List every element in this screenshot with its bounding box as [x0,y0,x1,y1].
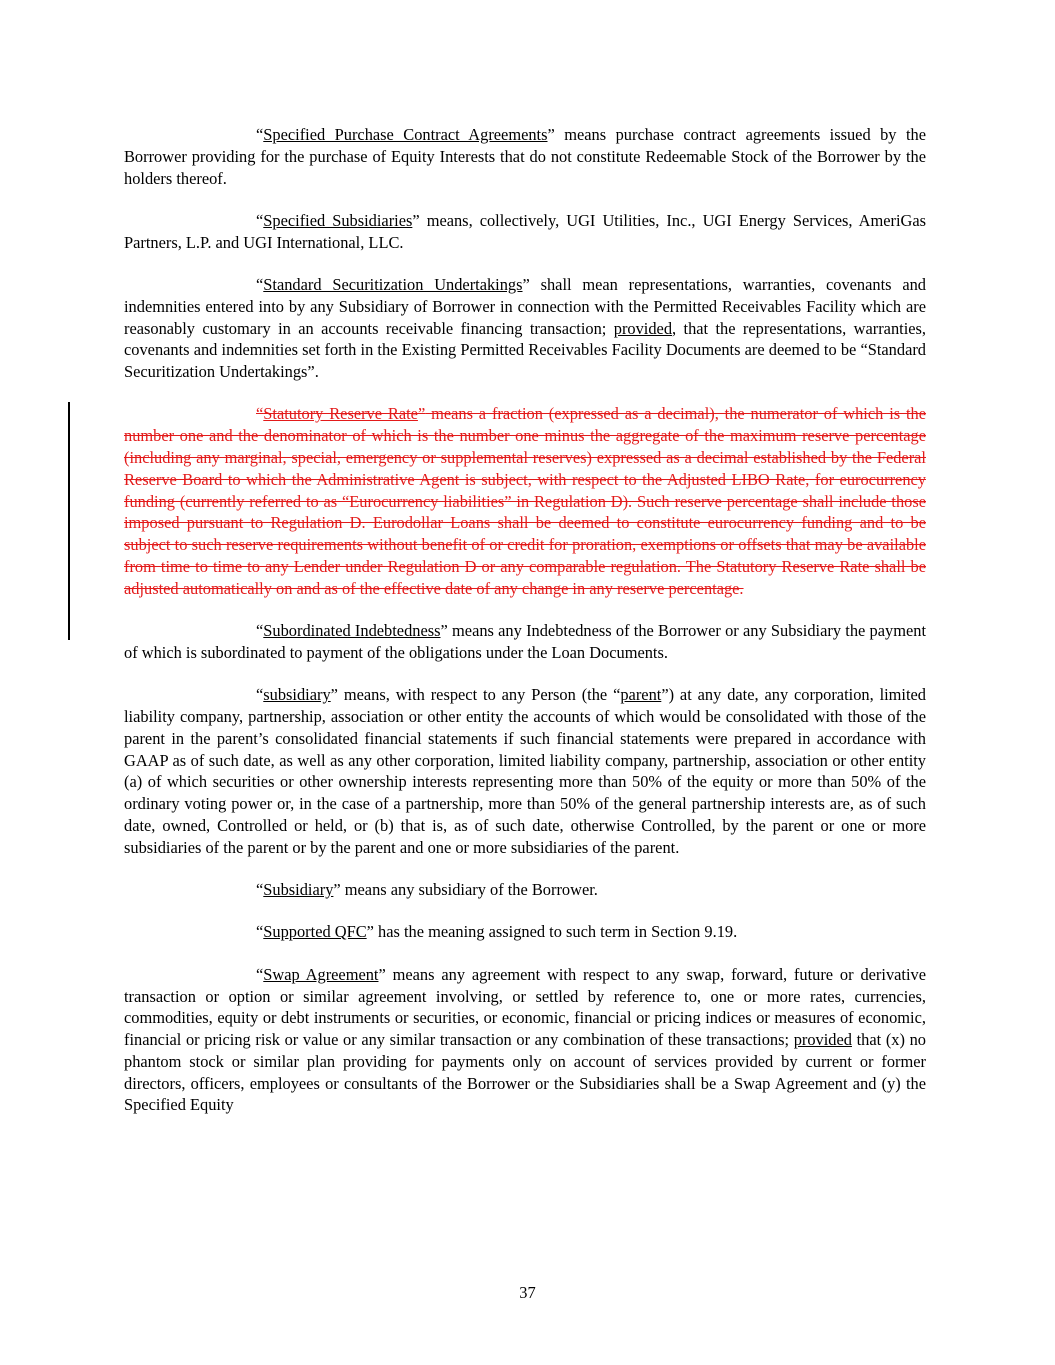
defined-term: Standard Securitization Undertakings [263,274,523,294]
defined-term: Supported QFC [263,922,367,942]
defined-term: Subsidiary [263,880,334,900]
defined-term: Statutory Reserve Rate [263,404,418,424]
definition-supported-qfc: “Supported QFC” has the meaning assigned to such term in Section 9.19. [256,922,738,942]
document-page [124,124,926,1137]
defined-term: Specified Purchase Contract Agreements [263,125,548,144]
definition-subsidiary-lowercase: “subsidiary” means, with respect to any Person (the “parent”) at any date, any corporation, limited liability company, partnership, association or other entity the accounts of which would be consolidated with those of the parent in the parent’s consolidated financial statements if such financial statements were prepared in accordance with GAAP as of such date, as well as any other corporation, limited liability company, partnership, association or other entity (a) of which securities or other ownership interests representing more than 50% of the equity or more than 50% of the ordinary voting power or, in the case of a partnership, more than 50% of the general partnership interests are, as of such date, owned, Controlled or held, or (b) that is, as of such date, otherwise Controlled, by the parent or one or more subsidiaries of the parent or by the parent and one or more subsidiaries of the parent. [124,685,926,857]
provided-term: provided [793,1030,852,1050]
definition-swap-agreement: “Swap Agreement” means any agreement with respect to any swap, forward, future or derivative transaction or option or similar agreement involving, or settled by reference to, one or more rates, currencies, commodities, equity or debt instruments or securities, or economic, financial or pricing indices or measures of economic, financial or pricing risk or value or any similar transaction or any combination of these transactions; provided that (x) no phantom stock or similar plan providing for payments only on account of services provided by current or former directors, officers, employees or consultants of the Borrower or the Subsidiaries shall be a Swap Agreement and (y) the Specified Equity [124,964,926,1115]
defined-term: Swap Agreement [263,964,379,984]
defined-term: Subordinated Indebtedness [263,621,441,641]
parent-term: parent [620,685,662,705]
provided-term: provided [613,318,673,338]
defined-term: subsidiary [263,685,331,705]
page-number: 37 [519,1283,536,1302]
definition-standard-securitization-undertakings: “Standard Securitization Undertakings” shall mean representations, warranties, covenants and indemnities entered into by any Subsidiary of Borrower in connection with the Permitted Receivables Facility which are reasonably customary in an accounts receivable financing transaction; provided, that the representations, warranties, covenants and indemnities set forth in the Existing Permitted Receivables Facility Documents are deemed to be “Standard Securitization Undertakings”. [124,274,926,382]
definition-statutory-reserve-rate-deleted: “Statutory Reserve Rate” means a fraction (expressed as a decimal), the numerator of which is the number one and the denominator of which is the number one minus the aggregate of the maximum reserve percentage (including any marginal, special, emergency or supplemental reserves) expressed as a decimal established by the Federal Reserve Board to which the Administrative Agent is subject, with respect to the Adjusted LIBO Rate, for eurocurrency funding (currently referred to as “Eurocurrency liabilities” in Regulation D). Such reserve percentage shall include those imposed pursuant to Regulation D. Eurodollar Loans shall be deemed to constitute eurocurrency funding and to be subject to such reserve requirements without benefit of or credit for proration, exemptions or offsets that may be available from time to time to any Lender under Regulation D or any comparable regulation. The Statutory Reserve Rate shall be adjusted automatically on and as of the effective date of any change in any reserve percentage. [124,404,927,598]
definition-specified-subsidiaries: “Specified Subsidiaries” means, collectively, UGI Utilities, Inc., UGI Energy Services, AmeriGas Partners, L.P. and UGI International, LLC. [124,210,926,252]
definition-specified-purchase-contract-agreements: “Specified Purchase Contract Agreements” means purchase contract agreements issued by the Borrower providing for the purchase of Equity Interests that do not constitute Redeemable Stock of the Borrower by the holders thereof. [124,125,927,188]
definition-subordinated-indebtedness: “Subordinated Indebtedness” means any Indebtedness of the Borrower or any Subsidiary the payment of which is subordinated to payment of the obligations under the Loan Documents. [124,621,926,662]
definition-subsidiary: “Subsidiary” means any subsidiary of the Borrower. [256,880,598,900]
defined-term: Specified Subsidiaries [263,210,413,230]
change-bar [68,402,70,640]
